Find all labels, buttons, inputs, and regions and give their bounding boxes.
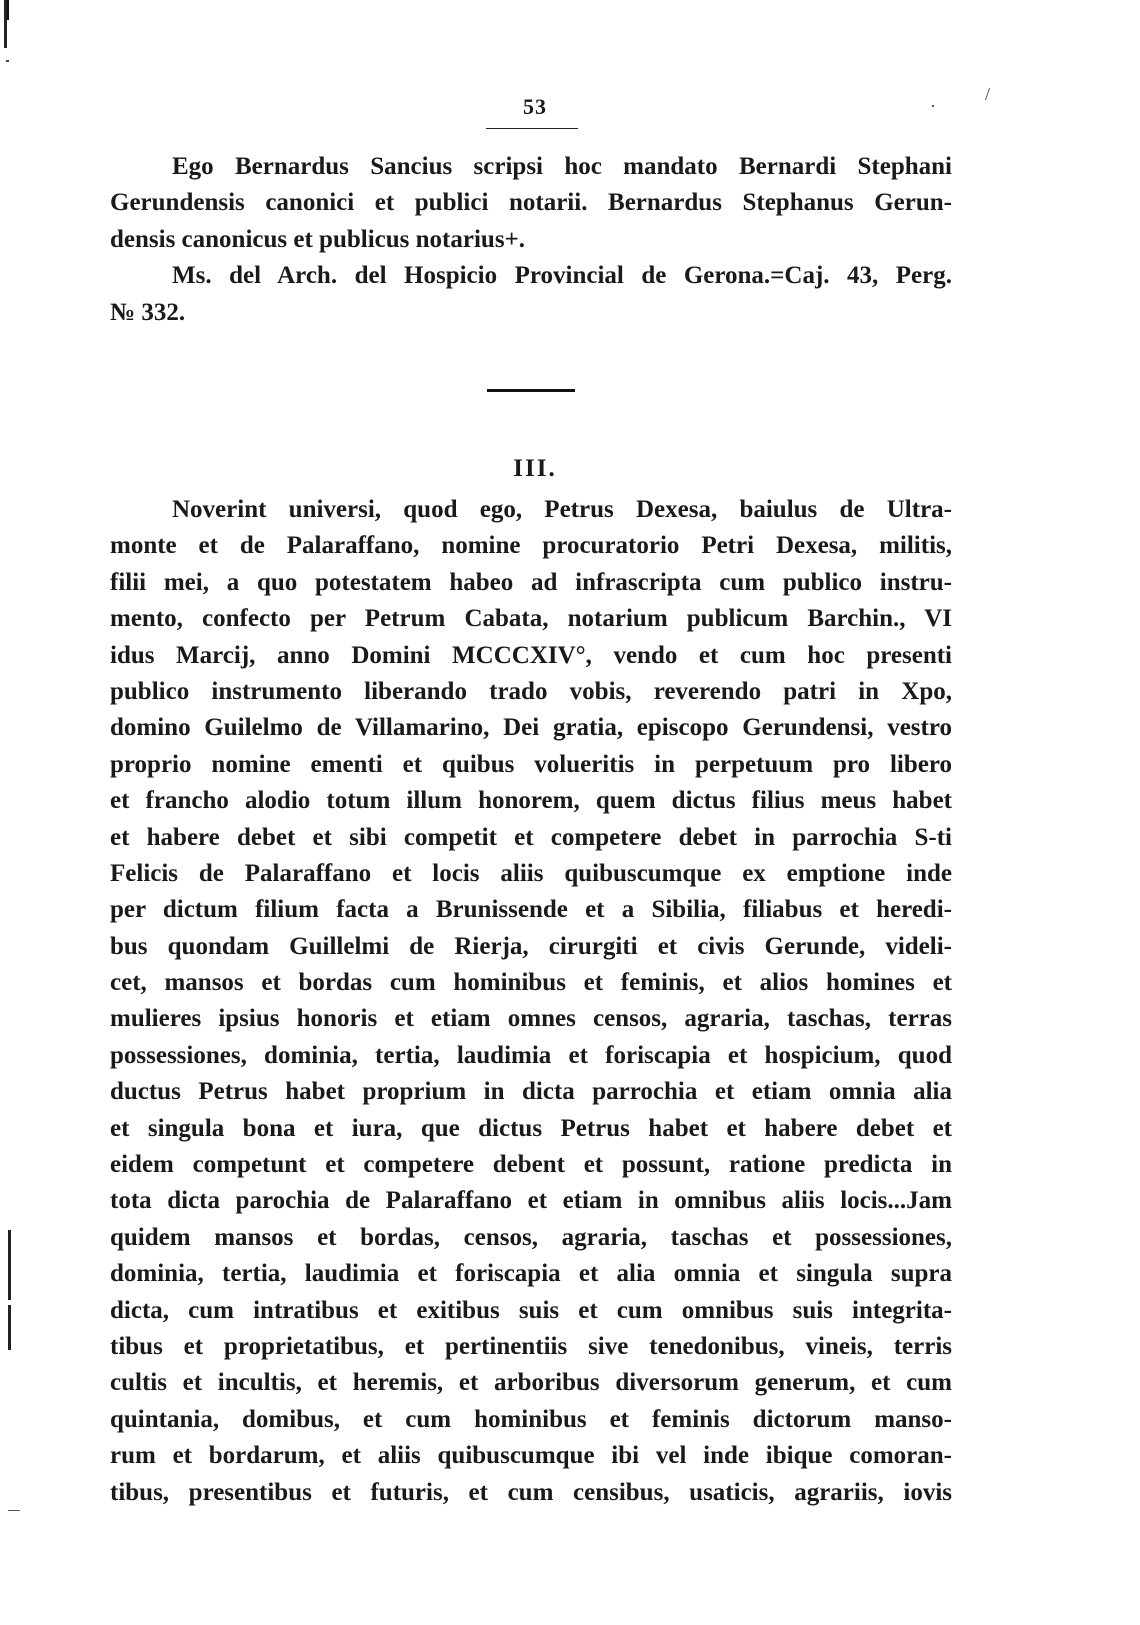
text-line: possessiones, dominia, tertia, laudimia et foriscapia et hospicium, quod	[110, 1041, 952, 1069]
text-line: filii mei, a quo potestatem habeo ad infrascripta cum publico instru-	[110, 568, 952, 596]
text-line: et habere debet et sibi competit et competere debet in parrochia S-ti	[110, 823, 952, 851]
text-line: Felicis de Palaraffano et locis aliis quibuscumque ex emptione inde	[110, 859, 952, 887]
text-line: et singula bona et iura, que dictus Petrus habet et habere debet et	[110, 1114, 952, 1142]
text-line: rum et bordarum, et aliis quibuscumque ibi vel inde ibique comoran-	[110, 1442, 952, 1470]
text-line: domino Guilelmo de Villamarino, Dei gratia, episcopo Gerundensi, vestro	[110, 714, 952, 742]
text-line: bus quondam Guillelmi de Rierja, cirurgiti et civis Gerunde, videli-	[110, 932, 952, 960]
text-line: densis canonicus et publicus notarius+.	[110, 225, 526, 253]
text-line: Ego Bernardus Sancius scripsi hoc mandato Bernardi Stephani	[172, 153, 952, 180]
text-line: per dictum filium facta a Brunissende et a Sibilia, filiabus et heredi-	[110, 896, 952, 924]
text-line: proprio nomine ementi et quibus volueritis in perpetuum pro libero	[110, 750, 952, 778]
text-line: eidem competunt et competere debent et possunt, ratione predicta in	[110, 1151, 952, 1179]
text-line: quidem mansos et bordas, censos, agraria, taschas et possessiones,	[110, 1223, 952, 1251]
text-line: publico instrumento liberando trado vobis, reverendo patri in Xpo,	[110, 677, 952, 705]
text-line: Noverint universi, quod ego, Petrus Dexesa, baiulus de Ultra-	[172, 496, 952, 523]
page-number-rule	[486, 128, 578, 129]
source-reference-number: № 332.	[110, 298, 186, 326]
scan-mark	[8, 1230, 11, 1300]
text-line: quintania, domibus, et cum hominibus et feminis dictorum manso-	[110, 1405, 952, 1433]
text-line: Gerundensis canonici et publici notarii. Bernardus Stephanus Gerun-	[110, 189, 952, 217]
section-heading: III.	[513, 455, 557, 482]
scan-speck: /	[985, 84, 991, 104]
section-separator	[487, 389, 575, 392]
body-text	[110, 492, 952, 1511]
text-line: mento, confecto per Petrum Cabata, notarium publicum Barchin., VI	[110, 605, 952, 633]
text-line: mulieres ipsius honoris et etiam omnes censos, agraria, taschas, terras	[110, 1005, 952, 1033]
text-line: cet, mansos et bordas cum hominibus et feminis, et alios homines et	[110, 969, 952, 997]
scan-speck: ·	[930, 96, 936, 116]
text-line: idus Marcij, anno Domini MCCCXIV°, vendo et cum hoc presenti	[110, 641, 952, 669]
signature-block	[110, 149, 952, 331]
text-line: ductus Petrus habet proprium in dicta parrochia et etiam omnia alia	[110, 1078, 952, 1106]
scan-mark	[4, 0, 7, 48]
source-reference: Ms. del Arch. del Hospicio Provincial de Gerona.=Caj. 43, Perg.	[172, 262, 952, 290]
scan-mark	[8, 1510, 20, 1511]
text-line: tibus et proprietatibus, et pertinentiis sive tenedonibus, vineis, terris	[110, 1332, 952, 1360]
text-line: monte et de Palaraffano, nomine procuratorio Petri Dexesa, militis,	[110, 532, 952, 560]
page-number: 53	[523, 94, 547, 119]
text-line: dicta, cum intratibus et exitibus suis et cum omnibus suis integrita-	[110, 1296, 952, 1324]
text-line: cultis et incultis, et heremis, et arboribus diversorum generum, et cum	[110, 1369, 952, 1397]
text-line: dominia, tertia, laudimia et foriscapia et alia omnia et singula supra	[110, 1260, 952, 1288]
scan-mark	[8, 1305, 11, 1350]
text-line: tota dicta parochia de Palaraffano et etiam in omnibus aliis locis...Jam	[110, 1187, 952, 1215]
text-line: tibus, presentibus et futuris, et cum censibus, usaticis, agrariis, iovis	[110, 1478, 952, 1506]
text-line: et francho alodio totum illum honorem, quem dictus filius meus habet	[110, 787, 952, 815]
